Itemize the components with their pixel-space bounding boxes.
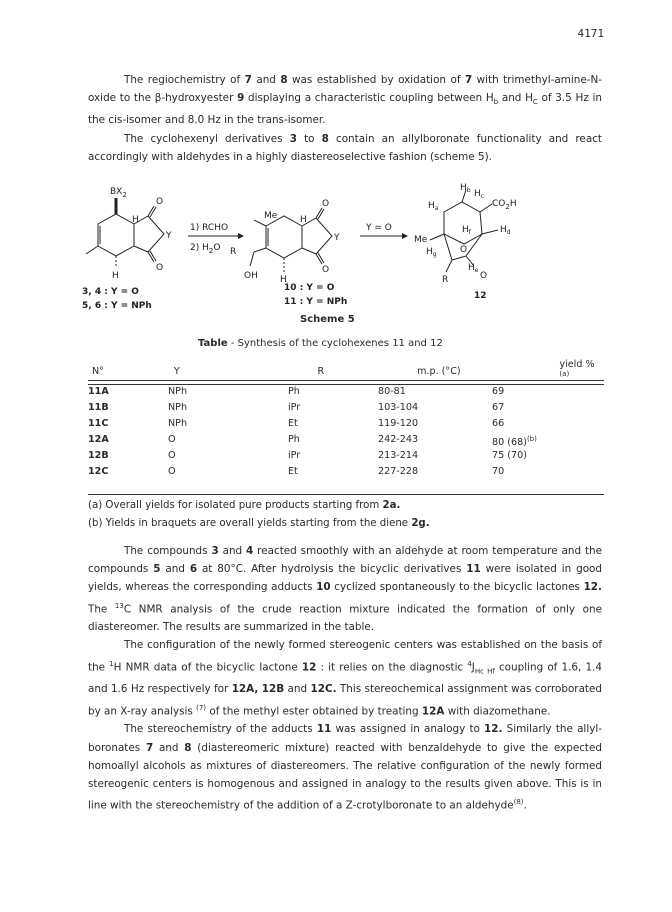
reagent-2: 2) $H_2O$ — [190, 243, 221, 255]
cell-mp: 103-104 — [378, 402, 419, 413]
table-row — [88, 416, 604, 432]
co2h-label: $CO_2H$ — [492, 199, 517, 211]
hb-label: $H_b$ — [460, 183, 471, 194]
footnote-b: (b) Yields in braquets are overall yields starting from the diene 2g. — [88, 518, 430, 529]
scheme-caption: Scheme 5 — [300, 314, 355, 325]
cell-number: 12C — [88, 466, 109, 477]
cell-mp: 213-214 — [378, 450, 419, 461]
footnote-a: (a) Overall yields for isolated pure products starting from 2a. — [88, 500, 401, 511]
structure-allylboronate — [86, 198, 164, 268]
cell-y: O — [168, 450, 176, 461]
hg-label: $H_g$ — [426, 247, 437, 258]
scheme-5-diagram — [78, 182, 578, 314]
cell-r: Et — [288, 418, 298, 429]
cell-mp: 80-81 — [378, 386, 406, 397]
cell-mp: 227-228 — [378, 466, 419, 477]
cell-yield: 69 — [492, 386, 505, 397]
compound-label-12: 12 — [474, 291, 487, 301]
cell-yield: 67 — [492, 402, 505, 413]
paragraph-configuration: The configuration of the newly formed stereogenic centers was established on the basis of the $^1$H NMR data of the bicyclic lactone 12 : it relies on the diagnostic $^4J_{Hc Hf}$ coupling of 1.6, 1.4 and 1.6 Hz respectively for 12A, 12B and 12C. This stereochemical assignment was corroborated by an X-ray analysis $^{(7)}$ of the methyl ester obtained by treating 12A with diazomethane. — [88, 639, 602, 718]
table-row — [88, 448, 604, 464]
col-header-r: R — [317, 365, 325, 377]
page-number: 4171 — [577, 27, 604, 40]
ha-label: $H_a$ — [428, 201, 439, 212]
cell-yield: 66 — [492, 418, 505, 429]
cell-number: 11B — [88, 402, 109, 413]
oh-label: OH — [244, 271, 258, 281]
col-header-y: Y — [173, 365, 180, 377]
compound-label-11: 11 : Y = NPh — [284, 297, 348, 307]
o-label: O — [322, 265, 330, 275]
cell-y: O — [168, 434, 176, 445]
compound-label-10: 10 : Y = O — [284, 283, 335, 293]
cell-mp: 242-243 — [378, 434, 419, 445]
cell-yield: 75 (70) — [492, 450, 527, 461]
paragraph-compounds: The compounds 3 and 4 reacted smoothly with an aldehyde at room temperature and the compounds 5 and 6 at 80°C. After hydrolysis the bicyclic derivatives 11 were isolated in good yields, whereas the corresponding adducts 10 cyclized spontaneously to the bicyclic lactones 12. The $^{13}$C NMR analysis of the crude reaction mixture indicated the formation of only one diastereomer. The results are summarized in the table. — [88, 545, 603, 634]
y-label: Y — [166, 231, 172, 241]
table-row — [88, 384, 604, 400]
table-body — [88, 384, 604, 480]
cell-r: iPr — [288, 402, 301, 413]
o-label: O — [322, 199, 330, 209]
cell-r: Ph — [288, 386, 300, 397]
cell-y: NPh — [168, 386, 188, 397]
me-label: Me — [414, 235, 428, 245]
he-label: $H_e$ — [468, 263, 479, 274]
paragraph-regiochemistry: The regiochemistry of 7 and 8 was established by oxidation of 7 with trimethyl-amine-N-oxide to the β-hydroxyester 9 displaying a characteristic coupling between $H_b$ and $H_C$ of 3.5 Hz in the cis-isomer and 8.0 Hz in the trans-isomer. — [88, 74, 602, 127]
structure-hydroxy-adduct — [250, 208, 332, 272]
cell-y: NPh — [168, 418, 188, 429]
paragraph-cyclohexenyl: The cyclohexenyl derivatives 3 to 8 contain an allylboronate functionality and react accordingly with aldehydes in a highly diastereoselective fashion (scheme 5). — [88, 132, 602, 163]
compound-label-3-4: 3, 4 : Y = O — [82, 287, 139, 297]
o-label: O — [480, 271, 488, 281]
h-label: H — [280, 275, 287, 285]
col-header-mp: m.p. (°C) — [417, 365, 461, 377]
col-header-yield: yield % $^{(a)}$ — [559, 359, 595, 378]
cell-y: NPh — [168, 402, 188, 413]
h-label: H — [112, 271, 119, 281]
cell-mp: 119-120 — [378, 418, 419, 429]
y-label: Y — [334, 233, 340, 243]
cell-r: iPr — [288, 450, 301, 461]
reagent-1: 1) RCHO — [190, 223, 229, 233]
col-header-number: N° — [92, 365, 104, 377]
h-label: H — [132, 215, 139, 225]
o-label: O — [156, 197, 164, 207]
hf-label: $H_f$ — [462, 225, 471, 236]
condition-y-eq-o: Y = O — [366, 223, 392, 233]
cell-number: 12B — [88, 450, 109, 461]
table-header-rule — [88, 380, 604, 381]
me-label: Me — [264, 211, 278, 221]
table-bottom-rule — [88, 494, 604, 495]
table-title: Table - Synthesis of the cyclohexenes 11 and 12 — [198, 338, 443, 349]
cell-number: 12A — [88, 434, 109, 445]
cell-yield: 80 $(68)^{(b)}$ — [492, 435, 537, 449]
compound-label-5-6: 5, 6 : Y = NPh — [82, 301, 152, 311]
hc-label: $H_c$ — [474, 189, 485, 200]
hd-label: $H_d$ — [500, 225, 511, 236]
synthesis-table — [88, 358, 604, 385]
bx2-label: $BX_2$ — [110, 187, 127, 199]
cell-y: O — [168, 466, 176, 477]
cell-r: Et — [288, 466, 298, 477]
table-row — [88, 400, 604, 416]
cell-r: Ph — [288, 434, 300, 445]
results-paragraphs — [88, 542, 602, 815]
cell-number: 11A — [88, 386, 109, 397]
cell-yield: 70 — [492, 466, 505, 477]
h-label: H — [300, 215, 307, 225]
table-row — [88, 432, 604, 448]
o-label: O — [156, 263, 164, 273]
r-label: R — [230, 247, 237, 257]
r-label: R — [442, 275, 449, 285]
o-label: O — [460, 245, 468, 255]
intro-paragraphs — [88, 71, 602, 166]
table-row — [88, 464, 604, 480]
paragraph-stereochemistry: The stereochemistry of the adducts 11 was assigned in analogy to 12. Similarly the allyl-boronates 7 and 8 (diastereomeric mixture) reacted with benzaldehyde to give the expected homoallyl alcohols as mixtures of diastereomers. The relative configuration of the newly formed stereogenic centers is homogenous and assigned in analogy to the results given above. This is in line with the stereochemistry of the addition of a Z-crotylboronate to an aldehyde$^{(8)}$. — [88, 723, 602, 812]
cell-number: 11C — [88, 418, 109, 429]
